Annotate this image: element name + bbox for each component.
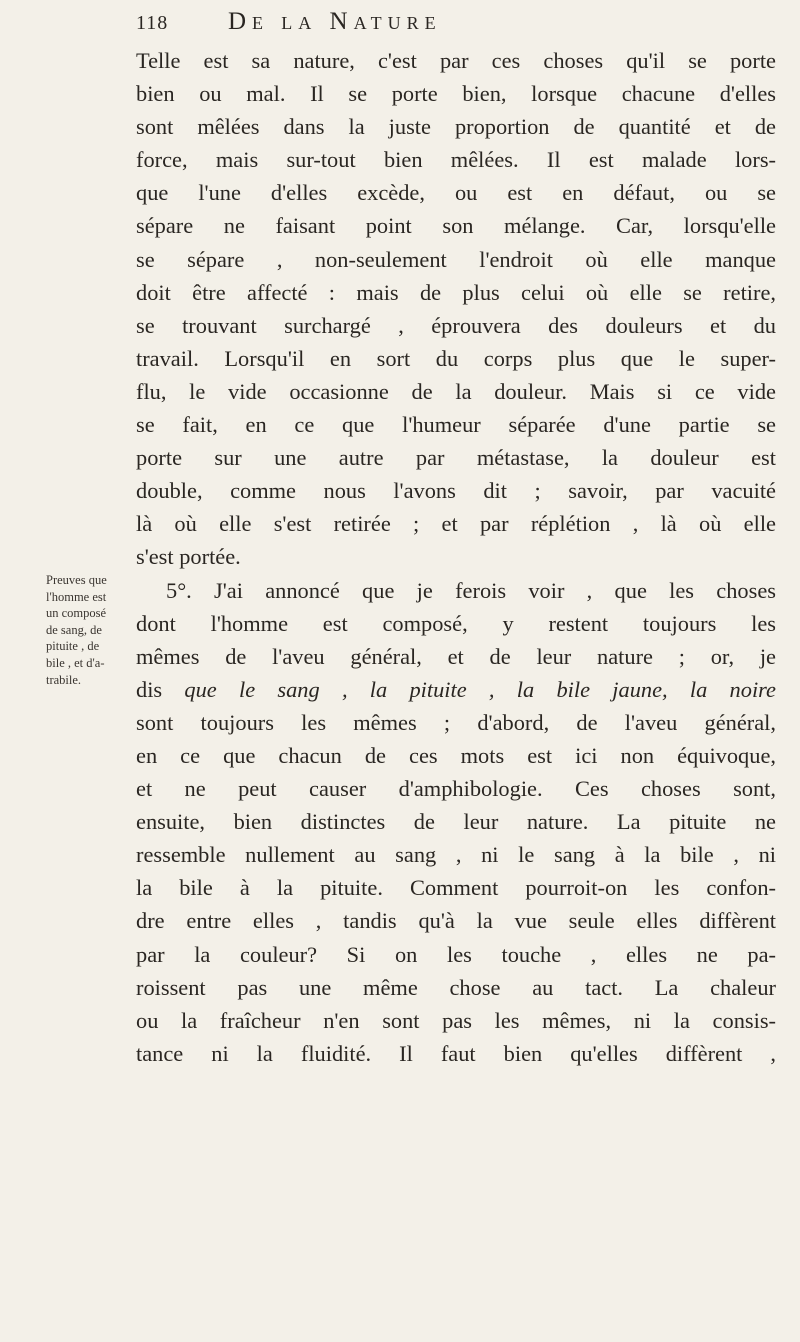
margin-note-line: trabile.: [46, 672, 82, 687]
margin-note-line: bile , et d'a-: [46, 655, 105, 670]
text-line: bien ou mal. Il se porte bien, lorsque chacune d'elles: [136, 81, 776, 107]
margin-note-line: de sang, de: [46, 622, 102, 637]
text-line: double, comme nous l'avons dit ; savoir, par vacuité: [136, 478, 776, 504]
body-text: [136, 44, 776, 1070]
text-line: dont l'homme est composé, y restent toujours les: [136, 610, 776, 636]
text-line: par la couleur? Si on les touche , elles ne pa-: [136, 941, 776, 967]
text-line: la bile à la pituite. Comment pourroit-on les confon-: [136, 875, 776, 901]
text-line: tance ni la fluidité. Il faut bien qu'elles diffèrent ,: [136, 1040, 776, 1066]
margin-note-line: pituite , de: [46, 639, 100, 654]
margin-note-line: Preuves que: [46, 573, 107, 587]
text-line: ressemble nullement au sang , ni le sang à la bile , ni: [136, 842, 776, 868]
text-line: dis que le sang , la pituite , la bile jaune, la noire: [136, 676, 776, 702]
text-line: s'est portée.: [136, 544, 241, 570]
text-line: se trouvant surchargé , éprouvera des douleurs et du: [136, 312, 776, 338]
text-line: là où elle s'est retirée ; et par réplétion , là où elle: [136, 511, 776, 537]
text-line: force, mais sur-tout bien mêlées. Il est malade lors-: [136, 147, 776, 173]
text-line: roissent pas une même chose au tact. La chaleur: [136, 974, 776, 1000]
text-line: se sépare , non-seulement l'endroit où elle manque: [136, 246, 776, 272]
text-line: sont mêlées dans la juste proportion de quantité et de: [136, 114, 776, 140]
text-line: travail. Lorsqu'il en sort du corps plus que le super-: [136, 345, 776, 371]
margin-note-line: l'homme est: [46, 589, 107, 604]
text-line: sépare ne faisant point son mélange. Car, lorsqu'elle: [136, 213, 776, 239]
text-line: ou la fraîcheur n'en sont pas les mêmes, ni la consis-: [136, 1007, 776, 1033]
text-line: doit être affecté : mais de plus celui où elle se retire,: [136, 279, 776, 305]
text-line: ensuite, bien distinctes de leur nature. La pituite ne: [136, 809, 776, 835]
text-line: se fait, en ce que l'humeur séparée d'une partie se: [136, 412, 776, 438]
text-line: flu, le vide occasionne de la douleur. Mais si ce vide: [136, 378, 776, 404]
text-line: porte sur une autre par métastase, la douleur est: [136, 445, 776, 471]
text-line: Telle est sa nature, c'est par ces choses qu'il se porte: [136, 48, 776, 73]
text-line: sont toujours les mêmes ; d'abord, de l'aveu général,: [136, 709, 776, 735]
margin-note-line: un composé: [46, 606, 107, 621]
text-line: et ne peut causer d'amphibologie. Ces choses sont,: [136, 776, 776, 802]
running-head: [136, 8, 760, 42]
text-line: dre entre elles , tandis qu'à la vue seule elles diffèrent: [136, 908, 776, 934]
running-title: De la Nature: [228, 8, 442, 35]
text-line: en ce que chacun de ces mots est ici non équivoque,: [136, 742, 776, 768]
margin-note: [46, 572, 128, 688]
page-number: 118: [136, 12, 169, 34]
text-line: mêmes de l'aveu général, et de leur nature ; or, je: [136, 643, 776, 669]
text-line: 5°. J'ai annoncé que je ferois voir , que les choses: [166, 577, 776, 603]
text-line: que l'une d'elles excède, ou est en défaut, ou se: [136, 180, 776, 206]
